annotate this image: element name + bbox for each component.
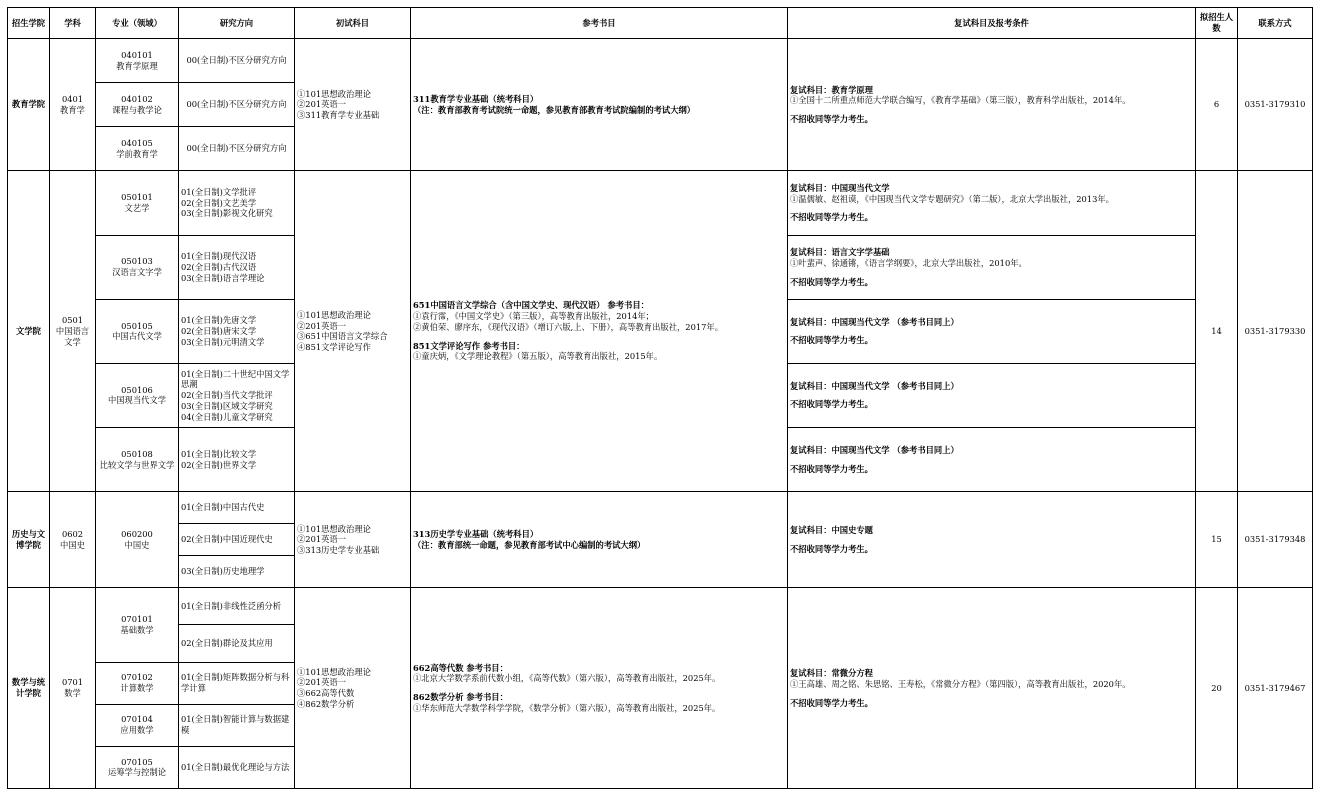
major-cell: 070102 计算数学 <box>96 662 179 704</box>
header-contact: 联系方式 <box>1238 8 1313 39</box>
quota-cell: 15 <box>1196 492 1238 588</box>
direction-cell: 01(全日制)现代汉语 02(全日制)古代汉语 03(全日制)语言学理论 <box>179 235 295 299</box>
books-cell: 313历史学专业基础（统考科目） （注：教育部统一命题，参见教育部考试中心编制的考试大纲） <box>411 492 788 588</box>
books-cell: 662高等代数 参考书目： ①北京大学数学系前代数小组，《高等代数》（第六版），高等教育出版社，2025年。 862数学分析 参考书目： ①华东师范大学数学科学学院，《数学分析》（第六版），高等教育出版社，2025年。 <box>411 588 788 789</box>
exam-cell: ①101思想政治理论 ②201英语一 ③311教育学专业基础 <box>295 39 411 171</box>
contact-cell: 0351-3179310 <box>1238 39 1313 171</box>
retest-cell: 复试科目：中国现当代文学 （参考书目同上） 不招收同等学力考生。 <box>788 428 1196 492</box>
header-quota: 拟招生人数 <box>1196 8 1238 39</box>
subject-cell: 0701 数学 <box>50 588 96 789</box>
contact-cell: 0351-3179467 <box>1238 588 1313 789</box>
admissions-table <box>7 7 1313 789</box>
quota-cell: 20 <box>1196 588 1238 789</box>
header-major: 专业（领域） <box>96 8 179 39</box>
direction-cell: 00(全日制)不区分研究方向 <box>179 83 295 127</box>
direction-cell: 01(全日制)文学批评 02(全日制)文艺美学 03(全日制)影视文化研究 <box>179 171 295 235</box>
direction-cell: 01(全日制)非线性泛函分析 <box>179 588 295 624</box>
major-cell: 040105 学前教育学 <box>96 127 179 171</box>
major-cell: 050103 汉语言文字学 <box>96 235 179 299</box>
major-cell: 040102 课程与教学论 <box>96 83 179 127</box>
header-row <box>8 8 1313 39</box>
quota-cell: 14 <box>1196 171 1238 492</box>
direction-cell: 01(全日制)最优化理论与方法 <box>179 746 295 788</box>
college-cell: 数学与统计学院 <box>8 588 50 789</box>
contact-cell: 0351-3179330 <box>1238 171 1313 492</box>
major-cell: 040101 教育学原理 <box>96 39 179 83</box>
college-cell: 文学院 <box>8 171 50 492</box>
direction-cell: 00(全日制)不区分研究方向 <box>179 39 295 83</box>
direction-cell: 01(全日制)矩阵数据分析与科学计算 <box>179 662 295 704</box>
major-cell: 070101 基础数学 <box>96 588 179 662</box>
header-books: 参考书目 <box>411 8 788 39</box>
major-cell: 050105 中国古代文学 <box>96 299 179 363</box>
books-cell: 311教育学专业基础（统考科目） （注：教育部教育考试院统一命题，参见教育部教育考试院编制的考试大纲） <box>411 39 788 171</box>
college-cell: 教育学院 <box>8 39 50 171</box>
exam-cell: ①101思想政治理论 ②201英语一 ③662高等代数 ④862数学分析 <box>295 588 411 789</box>
direction-cell: 01(全日制)中国古代史 <box>179 492 295 524</box>
header-direction: 研究方向 <box>179 8 295 39</box>
retest-cell: 复试科目：中国史专题 不招收同等学力考生。 <box>788 492 1196 588</box>
major-cell: 050106 中国现当代文学 <box>96 363 179 427</box>
retest-cell: 复试科目：语言文字学基础 ①叶蜚声、徐通锵，《语言学纲要》，北京大学出版社，2010年。 不招收同等学力考生。 <box>788 235 1196 299</box>
retest-cell: 复试科目：中国现当代文学 （参考书目同上） 不招收同等学力考生。 <box>788 299 1196 363</box>
major-cell: 050101 文艺学 <box>96 171 179 235</box>
header-retest: 复试科目及报考条件 <box>788 8 1196 39</box>
table-row <box>8 588 1313 624</box>
subject-cell: 0602 中国史 <box>50 492 96 588</box>
quota-cell: 6 <box>1196 39 1238 171</box>
exam-cell: ①101思想政治理论 ②201英语一 ③313历史学专业基础 <box>295 492 411 588</box>
direction-cell: 02(全日制)群论及其应用 <box>179 624 295 662</box>
direction-cell: 01(全日制)智能计算与数据建模 <box>179 704 295 746</box>
major-cell: 050108 比较文学与世界文学 <box>96 428 179 492</box>
direction-cell: 00(全日制)不区分研究方向 <box>179 127 295 171</box>
direction-cell: 03(全日制)历史地理学 <box>179 556 295 588</box>
contact-cell: 0351-3179348 <box>1238 492 1313 588</box>
subject-cell: 0401 教育学 <box>50 39 96 171</box>
direction-cell: 01(全日制)比较文学 02(全日制)世界文学 <box>179 428 295 492</box>
exam-cell: ①101思想政治理论 ②201英语一 ③651中国语言文学综合 ④851文学评论写作 <box>295 171 411 492</box>
retest-cell: 复试科目：中国现当代文学 （参考书目同上） 不招收同等学力考生。 <box>788 363 1196 427</box>
table-row <box>8 171 1313 235</box>
header-exam: 初试科目 <box>295 8 411 39</box>
table-row <box>8 39 1313 83</box>
books-cell: 651中国语言文学综合（含中国文学史、现代汉语） 参考书目： ①袁行霈，《中国文学史》（第三版），高等教育出版社，2014年； ②黄伯荣、廖序东，《现代汉语》（增订六版,上、下册），高等教育出版社，2017年。 851文学评论写作 参考书目： ①童庆炳，《文学理论教程》（第五版），高等教育出版社，2015年。 <box>411 171 788 492</box>
direction-cell: 02(全日制)中国近现代史 <box>179 524 295 556</box>
major-cell: 070105 运筹学与控制论 <box>96 746 179 788</box>
direction-cell: 01(全日制)先唐文学 02(全日制)唐宋文学 03(全日制)元明清文学 <box>179 299 295 363</box>
college-cell: 历史与文博学院 <box>8 492 50 588</box>
header-college: 招生学院 <box>8 8 50 39</box>
major-cell: 070104 应用数学 <box>96 704 179 746</box>
header-subject: 学科 <box>50 8 96 39</box>
table-row <box>8 492 1313 524</box>
retest-cell: 复试科目：教育学原理 ①全国十二所重点师范大学联合编写，《教育学基础》（第三版），教育科学出版社，2014年。 不招收同等学力考生。 <box>788 39 1196 171</box>
direction-cell: 01(全日制)二十世纪中国文学思潮 02(全日制)当代文学批评 03(全日制)区域文学研究 04(全日制)儿童文学研究 <box>179 363 295 427</box>
retest-cell: 复试科目：中国现当代文学 ①温儒敏、赵祖谟，《中国现当代文学专题研究》（第二版），北京大学出版社，2013年。 不招收同等学力考生。 <box>788 171 1196 235</box>
major-cell: 060200 中国史 <box>96 492 179 588</box>
retest-cell: 复试科目：常微分方程 ①王高雄、周之铭、朱思铭、王寿松，《常微分方程》（第四版），高等教育出版社，2020年。 不招收同等学力考生。 <box>788 588 1196 789</box>
subject-cell: 0501 中国语言文学 <box>50 171 96 492</box>
